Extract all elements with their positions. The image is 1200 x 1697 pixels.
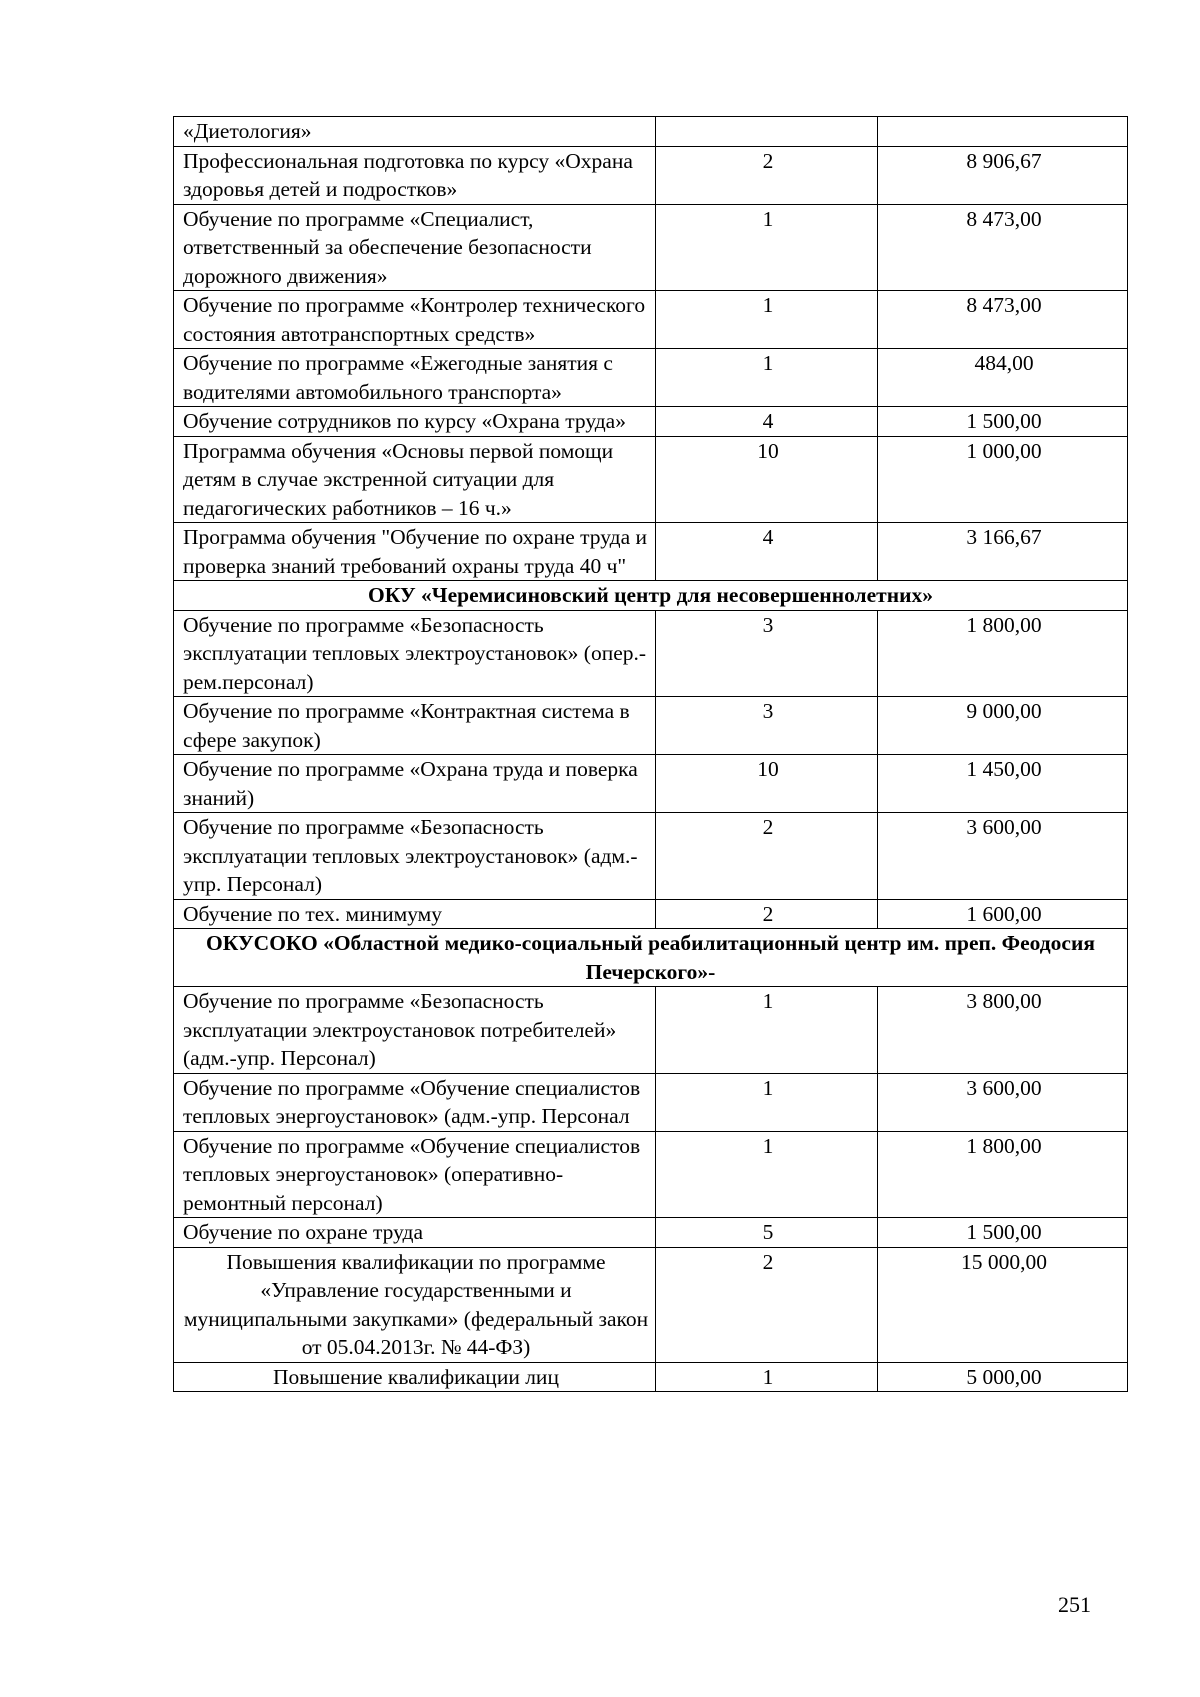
course-name: Обучение по программе «Безопасность эксплуатации тепловых электроустановок» (адм.-упр. Персонал)	[174, 813, 656, 900]
table-row	[174, 117, 1128, 147]
cost-amount: 8 906,67	[878, 146, 1128, 204]
table-row	[174, 146, 1128, 204]
cost-amount	[878, 117, 1128, 147]
table-row	[174, 1131, 1128, 1218]
course-name: Обучение по программе «Безопасность эксплуатации тепловых электроустановок» (опер.-рем.персонал)	[174, 610, 656, 697]
table-row	[174, 697, 1128, 755]
table-row	[174, 1247, 1128, 1362]
course-name: Повышение квалификации лиц	[174, 1362, 656, 1392]
participants-count: 2	[656, 1247, 878, 1362]
course-name: Обучение по программе «Контрактная система в сфере закупок)	[174, 697, 656, 755]
cost-amount: 3 600,00	[878, 813, 1128, 900]
cost-amount: 8 473,00	[878, 204, 1128, 291]
table-row	[174, 1218, 1128, 1248]
course-name: Повышения квалификации по программе «Управление государственными и муниципальными закупками» (федеральный закон от 05.04.2013г. № 44-ФЗ)	[174, 1247, 656, 1362]
table-row	[174, 291, 1128, 349]
participants-count: 1	[656, 291, 878, 349]
course-name: Программа обучения "Обучение по охране труда и проверка знаний требований охраны труда 40 ч"	[174, 523, 656, 581]
participants-count: 1	[656, 987, 878, 1074]
course-name: «Диетология»	[174, 117, 656, 147]
participants-count: 4	[656, 407, 878, 437]
cost-amount: 484,00	[878, 349, 1128, 407]
table-row	[174, 523, 1128, 581]
table-row	[174, 610, 1128, 697]
course-name: Обучение сотрудников по курсу «Охрана труда»	[174, 407, 656, 437]
cost-amount: 1 500,00	[878, 1218, 1128, 1248]
table-row	[174, 349, 1128, 407]
cost-amount: 5 000,00	[878, 1362, 1128, 1392]
section-header-row	[174, 929, 1128, 987]
participants-count: 1	[656, 1073, 878, 1131]
training-costs-table	[173, 116, 1128, 1392]
cost-amount: 9 000,00	[878, 697, 1128, 755]
participants-count: 2	[656, 146, 878, 204]
participants-count: 4	[656, 523, 878, 581]
table-row	[174, 813, 1128, 900]
participants-count: 2	[656, 813, 878, 900]
table-row	[174, 1362, 1128, 1392]
participants-count: 3	[656, 610, 878, 697]
cost-amount: 15 000,00	[878, 1247, 1128, 1362]
cost-amount: 3 800,00	[878, 987, 1128, 1074]
cost-amount: 1 600,00	[878, 899, 1128, 929]
cost-amount: 1 450,00	[878, 755, 1128, 813]
course-name: Профессиональная подготовка по курсу «Охрана здоровья детей и подростков»	[174, 146, 656, 204]
table-row	[174, 407, 1128, 437]
table-row	[174, 1073, 1128, 1131]
course-name: Обучение по программе «Контролер технического состояния автотранспортных средств»	[174, 291, 656, 349]
section-header-row	[174, 581, 1128, 611]
course-name: Обучение по тех. минимуму	[174, 899, 656, 929]
cost-amount: 1 500,00	[878, 407, 1128, 437]
participants-count	[656, 117, 878, 147]
course-name: Обучение по программе «Обучение специалистов тепловых энергоустановок» (адм.-упр. Персонал	[174, 1073, 656, 1131]
cost-amount: 8 473,00	[878, 291, 1128, 349]
course-name: Обучение по программе «Ежегодные занятия с водителями автомобильного транспорта»	[174, 349, 656, 407]
cost-amount: 1 800,00	[878, 1131, 1128, 1218]
course-name: Обучение по программе «Обучение специалистов тепловых энергоустановок» (оперативно-ремонтный персонал)	[174, 1131, 656, 1218]
participants-count: 1	[656, 204, 878, 291]
participants-count: 1	[656, 349, 878, 407]
table-row	[174, 204, 1128, 291]
cost-amount: 3 166,67	[878, 523, 1128, 581]
cost-amount: 3 600,00	[878, 1073, 1128, 1131]
cost-amount: 1 000,00	[878, 436, 1128, 523]
course-name: Обучение по программе «Безопасность эксплуатации электроустановок потребителей» (адм.-упр. Персонал)	[174, 987, 656, 1074]
participants-count: 1	[656, 1131, 878, 1218]
section-title: ОКУ «Черемисиновский центр для несовершеннолетних»	[174, 581, 1128, 611]
participants-count: 1	[656, 1362, 878, 1392]
table-row	[174, 755, 1128, 813]
participants-count: 5	[656, 1218, 878, 1248]
section-title: ОКУСОКО «Областной медико-социальный реабилитационный центр им. преп. Феодосия Печерского»-	[174, 929, 1128, 987]
participants-count: 10	[656, 755, 878, 813]
course-name: Обучение по программе «Охрана труда и поверка знаний)	[174, 755, 656, 813]
course-name: Программа обучения «Основы первой помощи детям в случае экстренной ситуации для педагогических работников – 16 ч.»	[174, 436, 656, 523]
course-name: Обучение по программе «Специалист, ответственный за обеспечение безопасности дорожного движения»	[174, 204, 656, 291]
participants-count: 10	[656, 436, 878, 523]
table-row	[174, 987, 1128, 1074]
table-row	[174, 436, 1128, 523]
participants-count: 2	[656, 899, 878, 929]
cost-amount: 1 800,00	[878, 610, 1128, 697]
course-name: Обучение по охране труда	[174, 1218, 656, 1248]
participants-count: 3	[656, 697, 878, 755]
page-number: 251	[1058, 1592, 1091, 1617]
table-row	[174, 899, 1128, 929]
